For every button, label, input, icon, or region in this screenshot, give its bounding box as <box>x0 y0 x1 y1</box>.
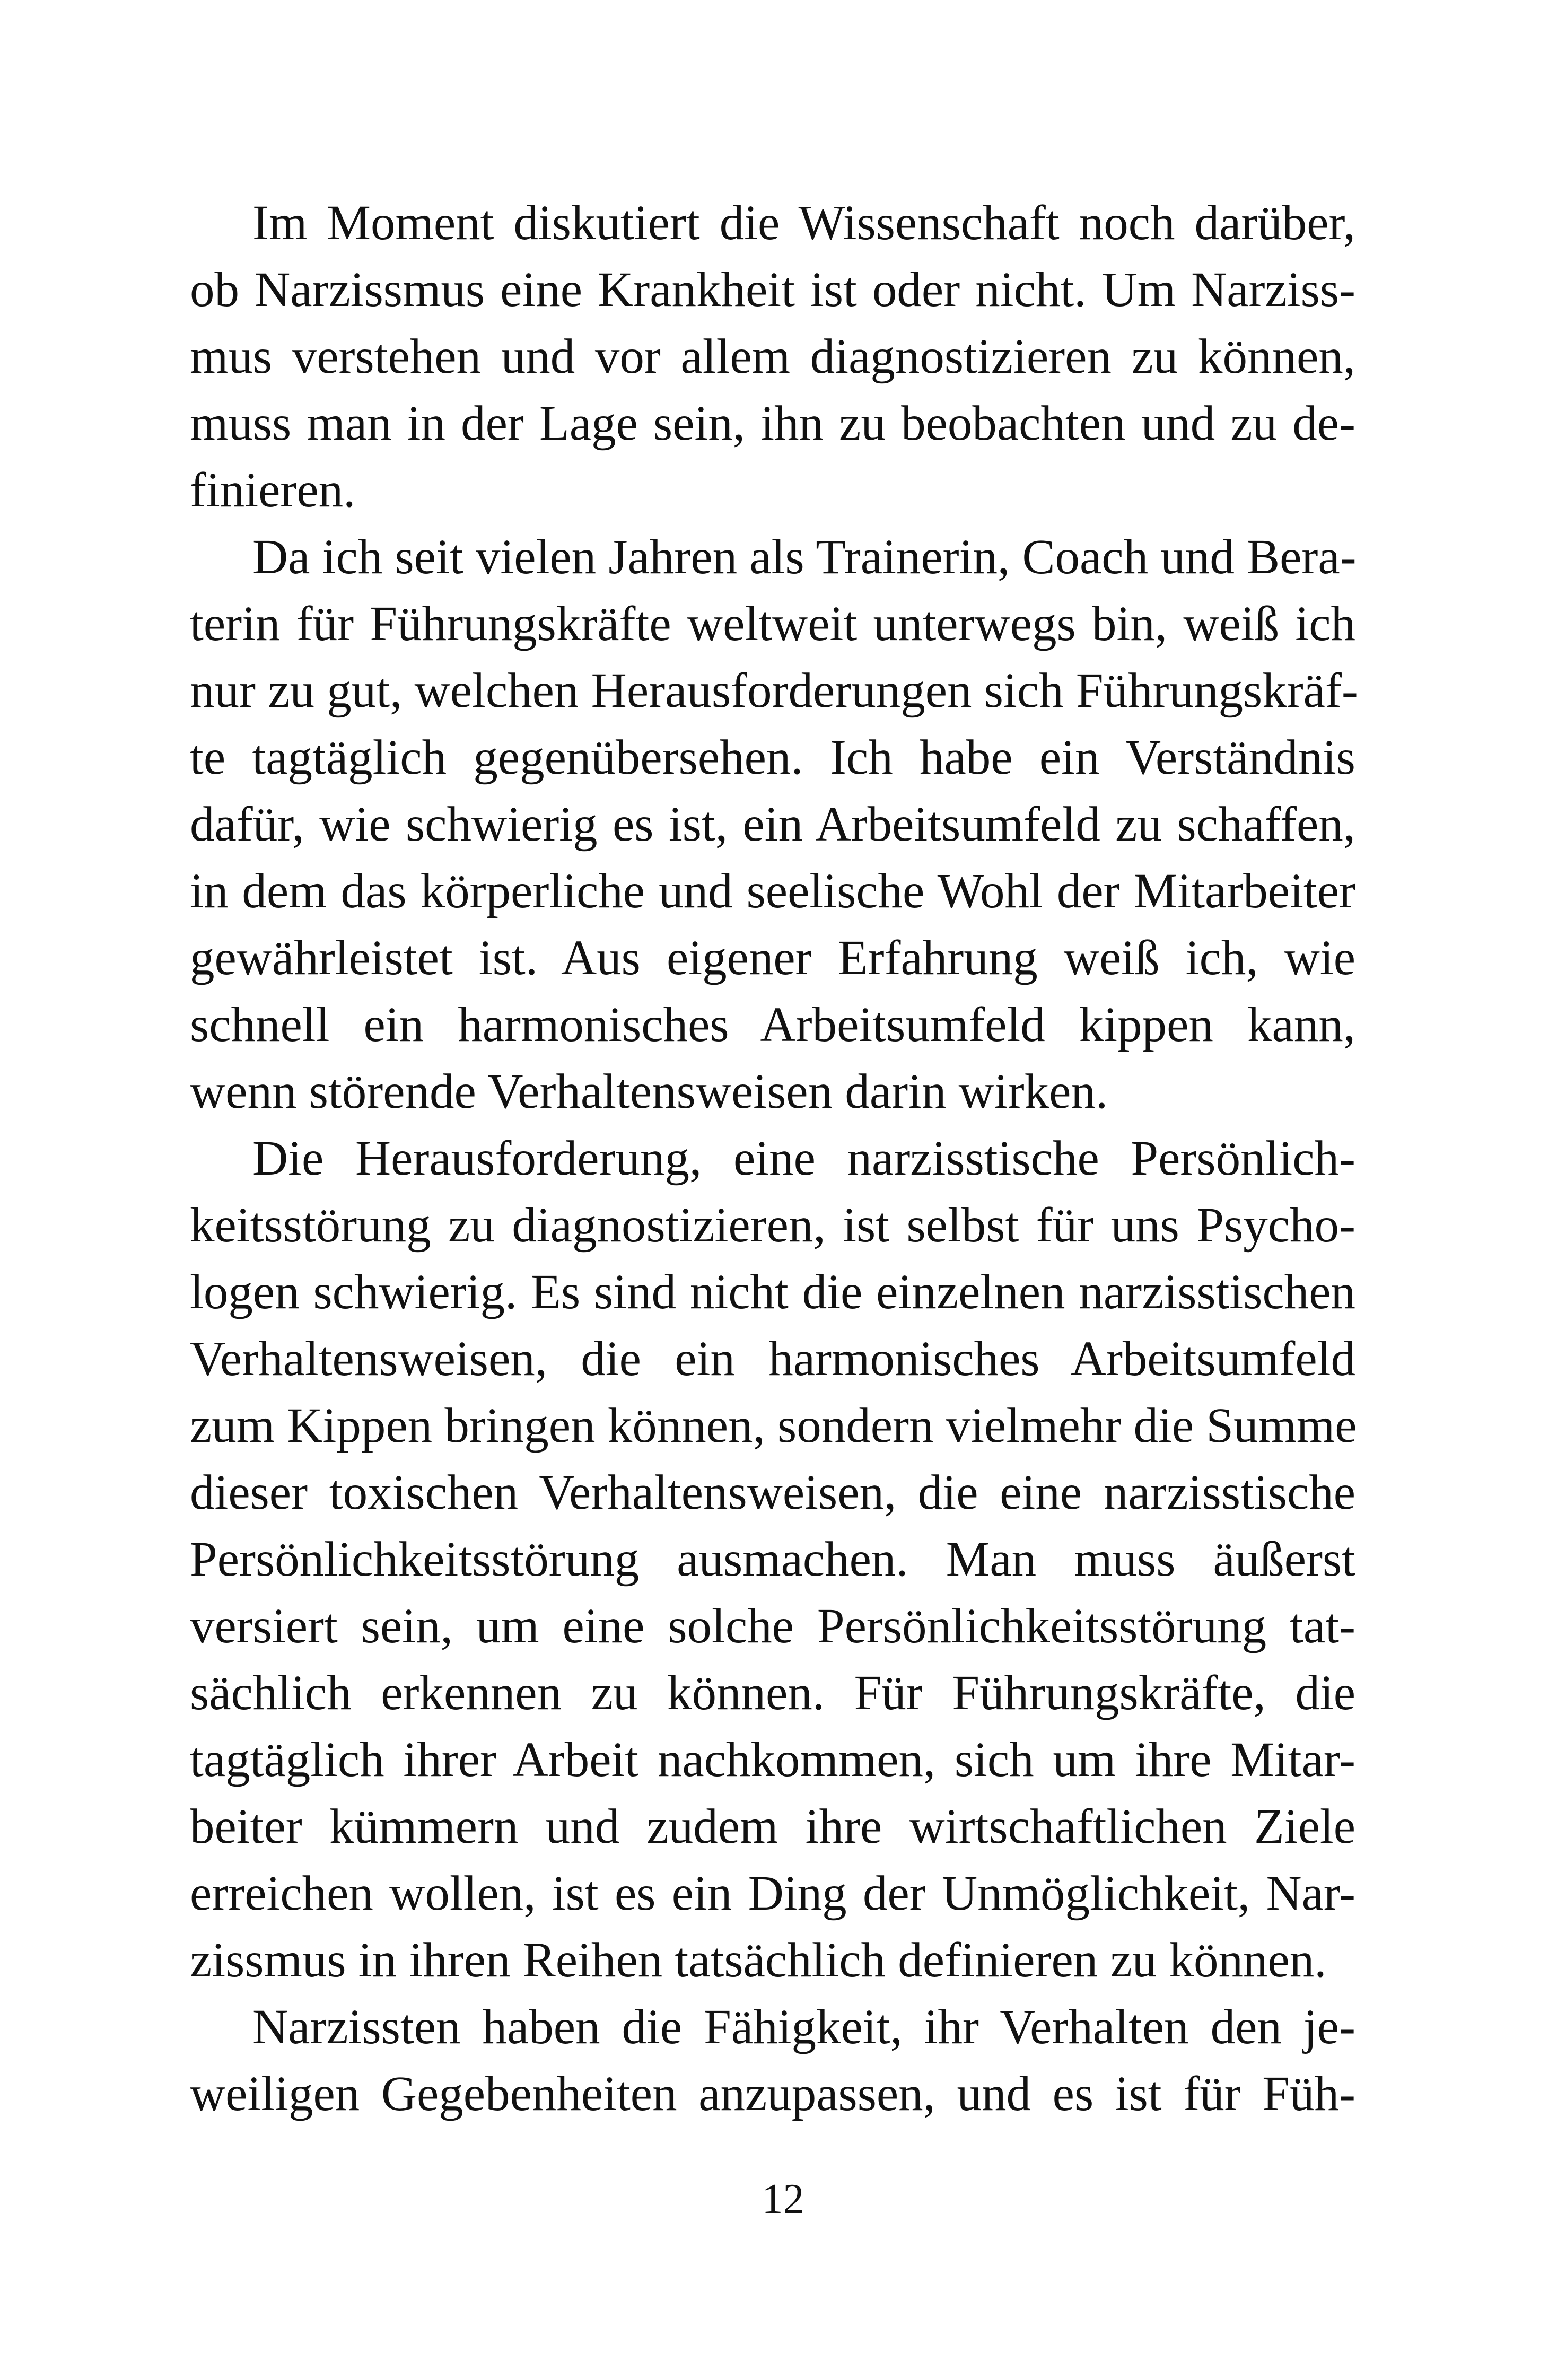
text-line: muss man in der Lage sein, ihn zu beobachten und zu de- <box>190 396 1355 451</box>
text-line: dafür, wie schwierig es ist, ein Arbeitsumfeld zu schaffen, <box>190 797 1355 852</box>
body-text <box>190 190 1358 2128</box>
text-line: dieser toxischen Verhaltensweisen, die eine narzisstische <box>190 1465 1355 1520</box>
text-line: mus verstehen und vor allem diagnostizieren zu können, <box>190 329 1355 384</box>
text-line: terin für Führungskräfte weltweit unterwegs bin, weiß ich <box>190 597 1355 651</box>
text-line: versiert sein, um eine solche Persönlichkeitsstörung tat- <box>190 1599 1355 1653</box>
text-line: Da ich seit vielen Jahren als Trainerin, Coach und Bera- <box>252 530 1357 584</box>
text-line: zum Kippen bringen können, sondern vielmehr die Summe <box>190 1398 1357 1453</box>
text-line: logen schwierig. Es sind nicht die einzelnen narzisstischen <box>190 1265 1355 1319</box>
text-line: beiter kümmern und zudem ihre wirtschaftlichen Ziele <box>190 1799 1355 1854</box>
text-line: in dem das körperliche und seelische Wohl der Mitarbeiter <box>190 864 1355 918</box>
text-line: ob Narzissmus eine Krankheit ist oder nicht. Um Narziss- <box>190 262 1355 317</box>
text-line: tagtäglich ihrer Arbeit nachkommen, sich um ihre Mitar- <box>190 1732 1355 1787</box>
text-line: finieren. <box>190 463 356 518</box>
page-number: 12 <box>762 2176 804 2222</box>
text-line: keitsstörung zu diagnostizieren, ist selbst für uns Psycho- <box>190 1198 1355 1253</box>
text-line: sächlich erkennen zu können. Für Führungskräfte, die <box>190 1666 1355 1720</box>
text-line: Verhaltensweisen, die ein harmonisches Arbeitsumfeld <box>190 1332 1355 1386</box>
text-line: erreichen wollen, ist es ein Ding der Unmöglichkeit, Nar- <box>190 1866 1355 1921</box>
text-line: nur zu gut, welchen Herausforderungen sich Führungskräf- <box>190 663 1358 718</box>
text-line: zissmus in ihren Reihen tatsächlich definieren zu können. <box>190 1933 1327 1988</box>
text-line: te tagtäglich gegenübersehen. Ich habe ein Verständnis <box>190 730 1355 785</box>
text-line: weiligen Gegebenheiten anzupassen, und es ist für Füh- <box>190 2067 1355 2121</box>
text-line: schnell ein harmonisches Arbeitsumfeld kippen kann, <box>190 998 1355 1052</box>
text-line: Narzissten haben die Fähigkeit, ihr Verhalten den je- <box>252 2000 1355 2054</box>
paragraph-1 <box>190 190 1355 524</box>
text-line: wenn störende Verhaltensweisen darin wirken. <box>190 1064 1108 1119</box>
paragraph-4 <box>190 1994 1355 2128</box>
paragraph-3 <box>190 1125 1355 1994</box>
text-line: Persönlichkeitsstörung ausmachen. Man muss äußerst <box>190 1532 1355 1587</box>
paragraph-2 <box>190 524 1358 1125</box>
text-line: gewährleistet ist. Aus eigener Erfahrung weiß ich, wie <box>190 931 1355 985</box>
text-line: Im Moment diskutiert die Wissenschaft noch darüber, <box>252 196 1355 250</box>
text-line: Die Herausforderung, eine narzisstische Persönlich- <box>252 1131 1355 1186</box>
